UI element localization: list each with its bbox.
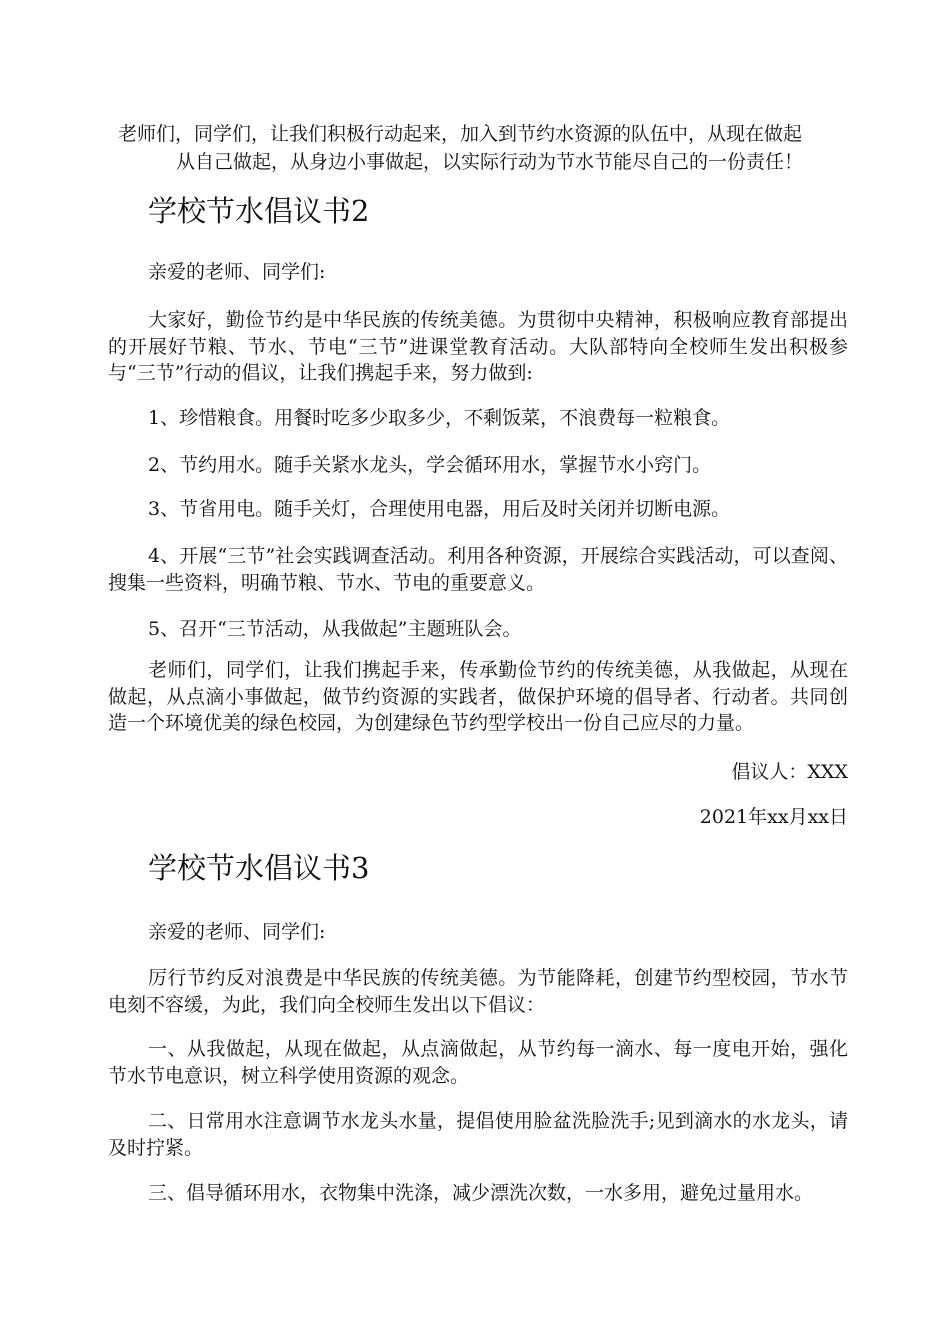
section-2-item-3: 3、节省用电。随手关灯，合理使用电器，用后及时关闭并切断电源。 — [148, 498, 731, 520]
section-2-item-5: 5、召开“三节活动，从我做起”主题班队会。 — [148, 618, 522, 640]
section-2-signer: 倡议人：XXX — [731, 761, 848, 783]
intro-line-2: 从自己做起，从身边小事做起，以实际行动为节水节能尽自己的一份责任！ — [176, 151, 804, 173]
section-3-item-2: 二、日常用水注意调节水龙头水量，提倡使用脸盆洗脸洗手;见到滴水的水龙头，请及时拧紧。 — [108, 1110, 848, 1159]
intro-line-1: 老师们，同学们，让我们积极行动起来，加入到节约水资源的队伍中，从现在做起 — [118, 123, 803, 145]
section-3-title: 学校节水倡议书3 — [148, 851, 370, 885]
section-3-item-1: 一、从我做起，从现在做起，从点滴做起，从节约每一滴水、每一度电开始，强化节水节电意识，树立科学使用资源的观念。 — [108, 1038, 848, 1087]
section-2-item-1: 1、珍惜粮食。用餐时吃多少取多少，不剩饭菜，不浪费每一粒粮食。 — [148, 407, 731, 429]
intro-paragraph — [118, 120, 858, 176]
section-3-greeting: 亲爱的老师、同学们: — [148, 921, 326, 943]
section-2-item-2: 2、节约用水。随手关紧水龙头，学会循环用水，掌握节水小窍门。 — [148, 454, 712, 476]
section-2-date: 2021年xx月xx日 — [699, 806, 848, 828]
section-2-title: 学校节水倡议书2 — [148, 194, 370, 228]
section-3-body: 厉行节约反对浪费是中华民族的传统美德。为节能降耗，创建节约型校园，节水节电刻不容缓，为此，我们向全校师生发出以下倡议： — [108, 967, 848, 1016]
section-2-closing: 老师们，同学们，让我们携起手来，传承勤俭节约的传统美德，从我做起，从现在做起，从点滴小事做起，做节约资源的实践者，做保护环境的倡导者、行动者。共同创造一个环境优美的绿色校园，为创建绿色节约型学校出一份自己应尽的力量。 — [108, 659, 848, 734]
section-3-item-3: 三、倡导循环用水，衣物集中洗涤，减少漂洗次数，一水多用，避免过量用水。 — [148, 1182, 814, 1204]
section-2-body: 大家好，勤俭节约是中华民族的传统美德。为贯彻中央精神，积极响应教育部提出的开展好节粮、节水、节电“三节”进课堂教育活动。大队部特向全校师生发出积极参与“三节”行动的倡议，让我们携起手来，努力做到: — [108, 309, 848, 384]
section-2-item-4: 4、开展“三节”社会实践调查活动。利用各种资源，开展综合实践活动，可以查阅、搜集一些资料，明确节粮、节水、节电的重要意义。 — [108, 545, 848, 594]
section-2-greeting: 亲爱的老师、同学们: — [148, 261, 326, 283]
